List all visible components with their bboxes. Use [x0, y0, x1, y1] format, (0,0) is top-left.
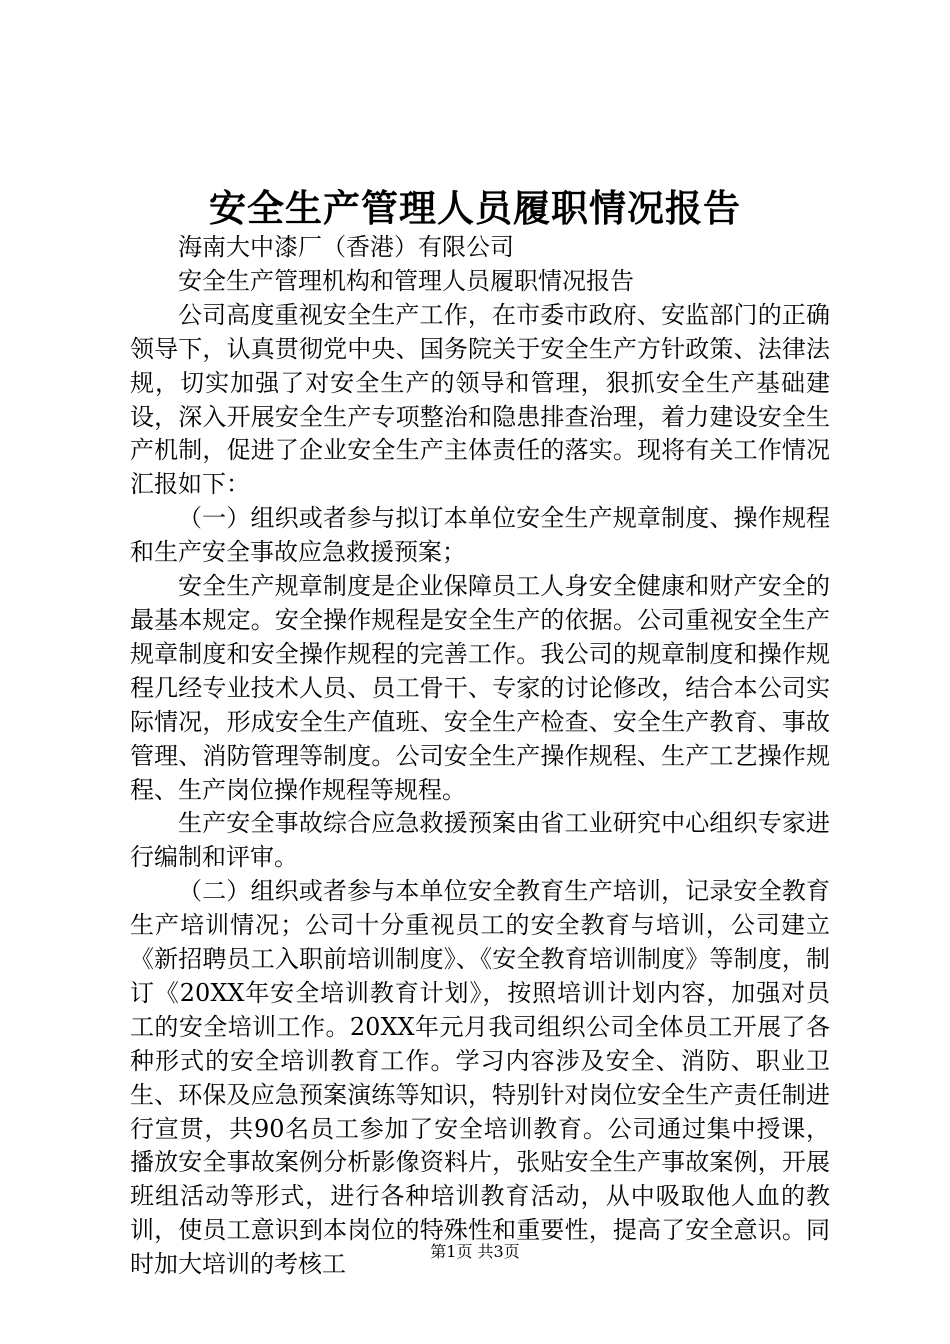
intro-paragraph: 公司高度重视安全生产工作，在市委市政府、安监部门的正确领导下，认真贯彻党中央、国务院关于安全生产方针政策、法律法规，切实加强了对安全生产的领导和管理，狠抓安全生产基础建设，深入开展安全生产专项整治和隐患排查治理，着力建设安全生产机制，促进了企业安全生产主体责任的落实。现将有关工作情况汇报如下：	[130, 300, 830, 499]
document-body	[130, 231, 830, 1282]
emergency-plan-paragraph: 生产安全事故综合应急救援预案由省工业研究中心组织专家进行编制和评审。	[130, 809, 830, 872]
report-subtitle-paragraph: 安全生产管理机构和管理人员履职情况报告	[178, 266, 634, 295]
section-one-heading: （一）组织或者参与拟订本单位安全生产规章制度、操作规程和生产安全事故应急救援预案；	[130, 504, 830, 567]
page-footer: 第1页 共3页	[430, 1242, 520, 1261]
regulations-paragraph: 安全生产规章制度是企业保障员工人身安全健康和财产安全的最基本规定。安全操作规程是安全生产的依据。公司重视安全生产规章制度和安全操作规程的完善工作。我公司的规章制度和操作规程几经专业技术人员、员工骨干、专家的讨论修改，结合本公司实际情况，形成安全生产值班、安全生产检查、安全生产教育、事故管理、消防管理等制度。公司安全生产操作规程、生产工艺操作规程、生产岗位操作规程等规程。	[130, 572, 830, 804]
company-name-paragraph: 海南大中漆厂（香港）有限公司	[178, 233, 514, 261]
training-paragraph: （二）组织或者参与本单位安全教育生产培训，记录安全教育生产培训情况；公司十分重视员工的安全教育与培训，公司建立《新招聘员工入职前培训制度》、《安全教育培训制度》等制度，制订《20XX年安全培训教育计划》，按照培训计划内容，加强对员工的安全培训工作。20XX年元月我司组织公司全体员工开展了各种形式的安全培训教育工作。学习内容涉及安全、消防、职业卫生、环保及应急预案演练等知识，特别针对岗位安全生产责任制进行宣贯，共90名员工参加了安全培训教育。公司通过集中授课，播放安全事故案例分析影像资料片，张贴安全生产事故案例，开展班组活动等形式，进行各种培训教育活动，从中吸取他人血的教训，使员工意识到本岗位的特殊性和重要性，提高了安全意识。同时加大培训的考核工	[130, 877, 830, 1279]
document-title: 安全生产管理人员履职情况报告	[209, 186, 741, 230]
